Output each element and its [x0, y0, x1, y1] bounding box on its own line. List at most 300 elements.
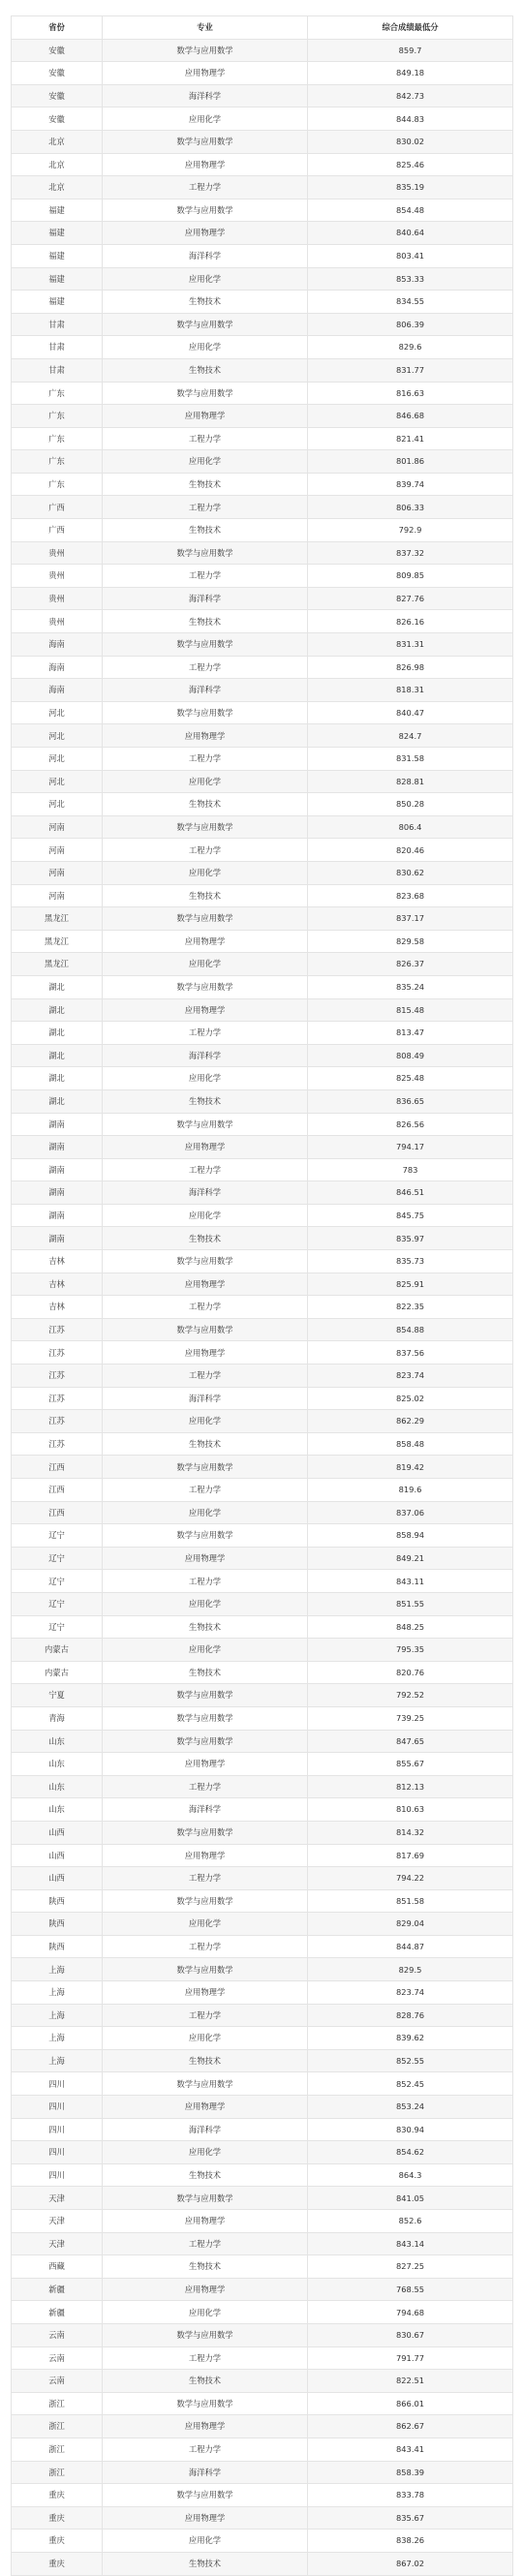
cell-min-score: 829.5 [308, 1958, 513, 1981]
cell-province: 青海 [12, 1706, 103, 1730]
table-row [12, 1158, 513, 1181]
cell-major: 数学与应用数学 [103, 975, 308, 998]
table-row [12, 839, 513, 862]
cell-min-score: 823.68 [308, 884, 513, 907]
table-row [12, 1410, 513, 1433]
cell-province: 山东 [12, 1753, 103, 1776]
cell-min-score: 828.81 [308, 770, 513, 793]
cell-major: 应用化学 [103, 1501, 308, 1524]
cell-min-score: 838.26 [308, 2530, 513, 2553]
cell-min-score: 830.62 [308, 861, 513, 884]
cell-min-score: 827.25 [308, 2255, 513, 2279]
cell-min-score: 835.97 [308, 1227, 513, 1250]
table-row [12, 1844, 513, 1867]
cell-province: 海南 [12, 679, 103, 702]
cell-min-score: 834.55 [308, 291, 513, 314]
cell-major: 应用物理学 [103, 153, 308, 176]
cell-major: 工程力学 [103, 1296, 308, 1319]
table-row [12, 382, 513, 405]
cell-min-score: 841.05 [308, 2187, 513, 2210]
table-row [12, 84, 513, 107]
cell-major: 数学与应用数学 [103, 1958, 308, 1981]
cell-min-score: 806.39 [308, 313, 513, 336]
cell-min-score: 837.17 [308, 907, 513, 931]
cell-min-score: 824.7 [308, 724, 513, 748]
cell-min-score: 817.69 [308, 1844, 513, 1867]
table-row [12, 2415, 513, 2438]
table-row [12, 2346, 513, 2370]
table-row [12, 153, 513, 176]
cell-min-score: 826.37 [308, 953, 513, 976]
cell-province: 福建 [12, 291, 103, 314]
cell-province: 江苏 [12, 1432, 103, 1456]
table-row [12, 1639, 513, 1662]
cell-min-score: 849.18 [308, 62, 513, 85]
cell-major: 工程力学 [103, 1158, 308, 1181]
table-row [12, 2072, 513, 2096]
cell-province: 湖北 [12, 975, 103, 998]
cell-province: 福建 [12, 244, 103, 267]
cell-province: 天津 [12, 2187, 103, 2210]
table-row [12, 679, 513, 702]
cell-min-score: 803.41 [308, 244, 513, 267]
cell-province: 上海 [12, 1981, 103, 2005]
cell-major: 应用物理学 [103, 1136, 308, 1159]
cell-major: 海洋科学 [103, 1387, 308, 1410]
cell-province: 江苏 [12, 1341, 103, 1365]
cell-major: 应用化学 [103, 2027, 308, 2050]
cell-min-score: 851.55 [308, 1592, 513, 1615]
cell-major: 应用化学 [103, 336, 308, 359]
table-row [12, 1113, 513, 1136]
cell-major: 工程力学 [103, 427, 308, 450]
cell-major: 生物技术 [103, 2163, 308, 2187]
cell-major: 应用化学 [103, 2301, 308, 2324]
cell-province: 湖北 [12, 1044, 103, 1067]
cell-min-score: 864.3 [308, 2163, 513, 2187]
table-row [12, 1181, 513, 1205]
cell-province: 湖北 [12, 1022, 103, 1045]
cell-province: 广东 [12, 450, 103, 474]
table-row [12, 1913, 513, 1936]
cell-major: 生物技术 [103, 358, 308, 382]
cell-min-score: 812.13 [308, 1775, 513, 1798]
cell-province: 安徽 [12, 39, 103, 62]
cell-province: 上海 [12, 1958, 103, 1981]
cell-major: 应用物理学 [103, 1341, 308, 1365]
cell-major: 应用化学 [103, 1067, 308, 1090]
cell-province: 山西 [12, 1844, 103, 1867]
cell-min-score: 842.73 [308, 84, 513, 107]
cell-province: 浙江 [12, 2438, 103, 2461]
table-row [12, 336, 513, 359]
cell-major: 生物技术 [103, 1615, 308, 1639]
cell-min-score: 835.73 [308, 1250, 513, 1273]
table-row [12, 793, 513, 816]
cell-province: 江西 [12, 1479, 103, 1502]
table-row [12, 2438, 513, 2461]
cell-min-score: 792.9 [308, 519, 513, 542]
cell-major: 生物技术 [103, 1227, 308, 1250]
table-row [12, 1136, 513, 1159]
cell-min-score: 827.76 [308, 587, 513, 610]
cell-province: 河南 [12, 884, 103, 907]
table-row [12, 610, 513, 633]
cell-province: 湖南 [12, 1113, 103, 1136]
table-row [12, 2278, 513, 2301]
cell-major: 应用化学 [103, 267, 308, 291]
table-row [12, 1044, 513, 1067]
cell-major: 工程力学 [103, 1935, 308, 1958]
cell-province: 四川 [12, 2096, 103, 2119]
cell-province: 上海 [12, 2004, 103, 2027]
cell-province: 湖北 [12, 998, 103, 1022]
cell-min-score: 813.47 [308, 1022, 513, 1045]
cell-min-score: 825.91 [308, 1273, 513, 1296]
table-row [12, 1341, 513, 1365]
cell-major: 数学与应用数学 [103, 541, 308, 565]
header-province: 省份 [12, 16, 103, 40]
cell-min-score: 739.25 [308, 1706, 513, 1730]
cell-province: 浙江 [12, 2415, 103, 2438]
cell-min-score: 830.67 [308, 2323, 513, 2346]
score-table [11, 15, 513, 2576]
table-row [12, 1432, 513, 1456]
cell-min-score: 852.45 [308, 2072, 513, 2096]
table-row [12, 2255, 513, 2279]
cell-province: 黑龙江 [12, 953, 103, 976]
header-major: 专业 [103, 16, 308, 40]
cell-major: 应用化学 [103, 2530, 308, 2553]
table-row [12, 222, 513, 245]
cell-major: 生物技术 [103, 793, 308, 816]
cell-min-score: 840.64 [308, 222, 513, 245]
cell-province: 四川 [12, 2141, 103, 2164]
table-row [12, 62, 513, 85]
cell-min-score: 814.32 [308, 1821, 513, 1844]
cell-major: 应用化学 [103, 2141, 308, 2164]
cell-min-score: 794.22 [308, 1867, 513, 1890]
cell-min-score: 818.31 [308, 679, 513, 702]
cell-major: 数学与应用数学 [103, 2484, 308, 2507]
cell-min-score: 831.31 [308, 633, 513, 657]
table-row [12, 2118, 513, 2141]
cell-major: 海洋科学 [103, 1181, 308, 1205]
table-row [12, 496, 513, 519]
cell-min-score: 855.67 [308, 1753, 513, 1776]
cell-min-score: 835.24 [308, 975, 513, 998]
cell-min-score: 846.51 [308, 1181, 513, 1205]
cell-min-score: 833.78 [308, 2484, 513, 2507]
cell-major: 生物技术 [103, 473, 308, 496]
cell-province: 辽宁 [12, 1570, 103, 1593]
cell-min-score: 862.29 [308, 1410, 513, 1433]
cell-min-score: 831.77 [308, 358, 513, 382]
cell-min-score: 792.52 [308, 1684, 513, 1707]
cell-min-score: 809.85 [308, 565, 513, 588]
cell-province: 宁夏 [12, 1684, 103, 1707]
cell-major: 生物技术 [103, 1661, 308, 1684]
table-row [12, 930, 513, 953]
cell-province: 北京 [12, 176, 103, 199]
cell-major: 应用化学 [103, 1592, 308, 1615]
cell-major: 应用化学 [103, 1410, 308, 1433]
table-row [12, 1501, 513, 1524]
cell-province: 海南 [12, 633, 103, 657]
cell-min-score: 837.06 [308, 1501, 513, 1524]
cell-province: 甘肃 [12, 358, 103, 382]
table-row [12, 2049, 513, 2072]
cell-major: 应用物理学 [103, 1547, 308, 1570]
cell-min-score: 820.76 [308, 1661, 513, 1684]
cell-min-score: 822.51 [308, 2370, 513, 2393]
header-min-score: 综合成绩最低分 [308, 16, 513, 40]
cell-min-score: 866.01 [308, 2392, 513, 2415]
cell-major: 海洋科学 [103, 2461, 308, 2484]
table-row [12, 541, 513, 565]
cell-min-score: 794.17 [308, 1136, 513, 1159]
cell-major: 应用化学 [103, 1204, 308, 1227]
table-row [12, 2530, 513, 2553]
cell-min-score: 795.35 [308, 1639, 513, 1662]
cell-min-score: 825.48 [308, 1067, 513, 1090]
cell-province: 山西 [12, 1821, 103, 1844]
cell-province: 内蒙古 [12, 1639, 103, 1662]
table-row [12, 1524, 513, 1548]
cell-min-score: 839.62 [308, 2027, 513, 2050]
cell-province: 广东 [12, 427, 103, 450]
table-row [12, 39, 513, 62]
cell-province: 山东 [12, 1775, 103, 1798]
cell-province: 安徽 [12, 107, 103, 131]
table-row [12, 2210, 513, 2233]
cell-major: 海洋科学 [103, 587, 308, 610]
cell-major: 数学与应用数学 [103, 1706, 308, 1730]
cell-major: 应用物理学 [103, 1844, 308, 1867]
table-row [12, 427, 513, 450]
cell-min-score: 825.02 [308, 1387, 513, 1410]
cell-province: 上海 [12, 2027, 103, 2050]
cell-province: 河北 [12, 748, 103, 771]
table-row [12, 1570, 513, 1593]
cell-min-score: 825.46 [308, 153, 513, 176]
cell-province: 贵州 [12, 541, 103, 565]
cell-province: 重庆 [12, 2552, 103, 2575]
cell-min-score: 794.68 [308, 2301, 513, 2324]
cell-province: 山东 [12, 1798, 103, 1822]
cell-province: 河北 [12, 770, 103, 793]
cell-province: 陕西 [12, 1935, 103, 1958]
table-row [12, 1547, 513, 1570]
table-row [12, 1250, 513, 1273]
cell-major: 数学与应用数学 [103, 130, 308, 153]
cell-major: 工程力学 [103, 496, 308, 519]
table-row [12, 1775, 513, 1798]
cell-min-score: 836.65 [308, 1089, 513, 1113]
table-row [12, 2163, 513, 2187]
cell-major: 海洋科学 [103, 244, 308, 267]
cell-min-score: 851.58 [308, 1889, 513, 1913]
cell-min-score: 843.14 [308, 2232, 513, 2255]
cell-province: 福建 [12, 267, 103, 291]
cell-province: 新疆 [12, 2301, 103, 2324]
cell-min-score: 854.48 [308, 199, 513, 222]
cell-major: 数学与应用数学 [103, 1730, 308, 1753]
cell-province: 江苏 [12, 1318, 103, 1341]
cell-province: 云南 [12, 2346, 103, 2370]
cell-major: 生物技术 [103, 2049, 308, 2072]
cell-province: 重庆 [12, 2484, 103, 2507]
cell-major: 应用化学 [103, 861, 308, 884]
cell-min-score: 850.28 [308, 793, 513, 816]
cell-major: 应用化学 [103, 953, 308, 976]
cell-province: 重庆 [12, 2506, 103, 2530]
cell-min-score: 843.11 [308, 1570, 513, 1593]
cell-major: 数学与应用数学 [103, 907, 308, 931]
cell-province: 天津 [12, 2232, 103, 2255]
cell-major: 生物技术 [103, 2255, 308, 2279]
cell-province: 湖南 [12, 1227, 103, 1250]
cell-province: 广东 [12, 405, 103, 428]
cell-min-score: 783 [308, 1158, 513, 1181]
cell-major: 应用物理学 [103, 2415, 308, 2438]
table-row [12, 1684, 513, 1707]
cell-province: 江西 [12, 1501, 103, 1524]
cell-major: 海洋科学 [103, 2118, 308, 2141]
cell-province: 北京 [12, 153, 103, 176]
table-row [12, 565, 513, 588]
cell-min-score: 806.33 [308, 496, 513, 519]
cell-min-score: 845.75 [308, 1204, 513, 1227]
cell-min-score: 840.47 [308, 701, 513, 724]
cell-min-score: 821.41 [308, 427, 513, 450]
cell-major: 应用物理学 [103, 222, 308, 245]
table-row [12, 291, 513, 314]
cell-min-score: 828.76 [308, 2004, 513, 2027]
table-row [12, 815, 513, 839]
table-row [12, 519, 513, 542]
cell-min-score: 808.49 [308, 1044, 513, 1067]
table-row [12, 2096, 513, 2119]
cell-min-score: 849.21 [308, 1547, 513, 1570]
cell-major: 海洋科学 [103, 1798, 308, 1822]
cell-major: 应用化学 [103, 450, 308, 474]
score-table-container [11, 15, 512, 2576]
table-row [12, 1022, 513, 1045]
cell-major: 工程力学 [103, 2438, 308, 2461]
cell-min-score: 791.77 [308, 2346, 513, 2370]
cell-min-score: 815.48 [308, 998, 513, 1022]
cell-province: 辽宁 [12, 1615, 103, 1639]
cell-major: 工程力学 [103, 2232, 308, 2255]
cell-major: 应用物理学 [103, 724, 308, 748]
cell-min-score: 853.33 [308, 267, 513, 291]
cell-major: 工程力学 [103, 1867, 308, 1890]
table-body [12, 39, 513, 2575]
cell-province: 贵州 [12, 587, 103, 610]
cell-province: 吉林 [12, 1250, 103, 1273]
cell-major: 工程力学 [103, 839, 308, 862]
cell-major: 数学与应用数学 [103, 39, 308, 62]
table-row [12, 1592, 513, 1615]
cell-province: 广东 [12, 382, 103, 405]
table-row [12, 1981, 513, 2005]
cell-major: 工程力学 [103, 656, 308, 679]
table-header-row [12, 16, 513, 40]
cell-province: 河北 [12, 724, 103, 748]
cell-major: 海洋科学 [103, 84, 308, 107]
cell-min-score: 837.32 [308, 541, 513, 565]
cell-min-score: 768.55 [308, 2278, 513, 2301]
cell-min-score: 844.83 [308, 107, 513, 131]
cell-major: 数学与应用数学 [103, 1456, 308, 1479]
table-row [12, 2004, 513, 2027]
cell-min-score: 837.56 [308, 1341, 513, 1365]
cell-province: 西藏 [12, 2255, 103, 2279]
cell-major: 数学与应用数学 [103, 382, 308, 405]
cell-province: 贵州 [12, 610, 103, 633]
cell-major: 数学与应用数学 [103, 199, 308, 222]
table-row [12, 770, 513, 793]
cell-major: 生物技术 [103, 1089, 308, 1113]
cell-min-score: 846.68 [308, 405, 513, 428]
cell-major: 数学与应用数学 [103, 2323, 308, 2346]
cell-province: 北京 [12, 130, 103, 153]
cell-min-score: 848.25 [308, 1615, 513, 1639]
table-row [12, 2484, 513, 2507]
table-row [12, 2370, 513, 2393]
cell-province: 广东 [12, 473, 103, 496]
table-row [12, 199, 513, 222]
cell-major: 数学与应用数学 [103, 1113, 308, 1136]
cell-major: 工程力学 [103, 1570, 308, 1593]
cell-province: 辽宁 [12, 1592, 103, 1615]
cell-province: 吉林 [12, 1273, 103, 1296]
cell-province: 上海 [12, 2049, 103, 2072]
cell-major: 应用物理学 [103, 2210, 308, 2233]
cell-province: 甘肃 [12, 313, 103, 336]
cell-major: 生物技术 [103, 2370, 308, 2393]
cell-province: 福建 [12, 222, 103, 245]
cell-min-score: 810.63 [308, 1798, 513, 1822]
cell-province: 黑龙江 [12, 930, 103, 953]
cell-major: 生物技术 [103, 1432, 308, 1456]
cell-min-score: 852.6 [308, 2210, 513, 2233]
table-row [12, 884, 513, 907]
cell-major: 数学与应用数学 [103, 313, 308, 336]
cell-province: 湖南 [12, 1136, 103, 1159]
table-row [12, 2552, 513, 2575]
cell-major: 应用化学 [103, 770, 308, 793]
table-row [12, 2232, 513, 2255]
cell-major: 应用物理学 [103, 1753, 308, 1776]
cell-major: 工程力学 [103, 565, 308, 588]
table-row [12, 313, 513, 336]
cell-min-score: 858.39 [308, 2461, 513, 2484]
cell-province: 内蒙古 [12, 1661, 103, 1684]
cell-major: 应用化学 [103, 1913, 308, 1936]
cell-min-score: 853.24 [308, 2096, 513, 2119]
cell-province: 广西 [12, 496, 103, 519]
cell-major: 数学与应用数学 [103, 1524, 308, 1548]
table-row [12, 358, 513, 382]
table-row [12, 1387, 513, 1410]
cell-major: 工程力学 [103, 1775, 308, 1798]
cell-min-score: 831.58 [308, 748, 513, 771]
cell-major: 工程力学 [103, 2346, 308, 2370]
cell-major: 应用物理学 [103, 930, 308, 953]
cell-major: 海洋科学 [103, 1044, 308, 1067]
